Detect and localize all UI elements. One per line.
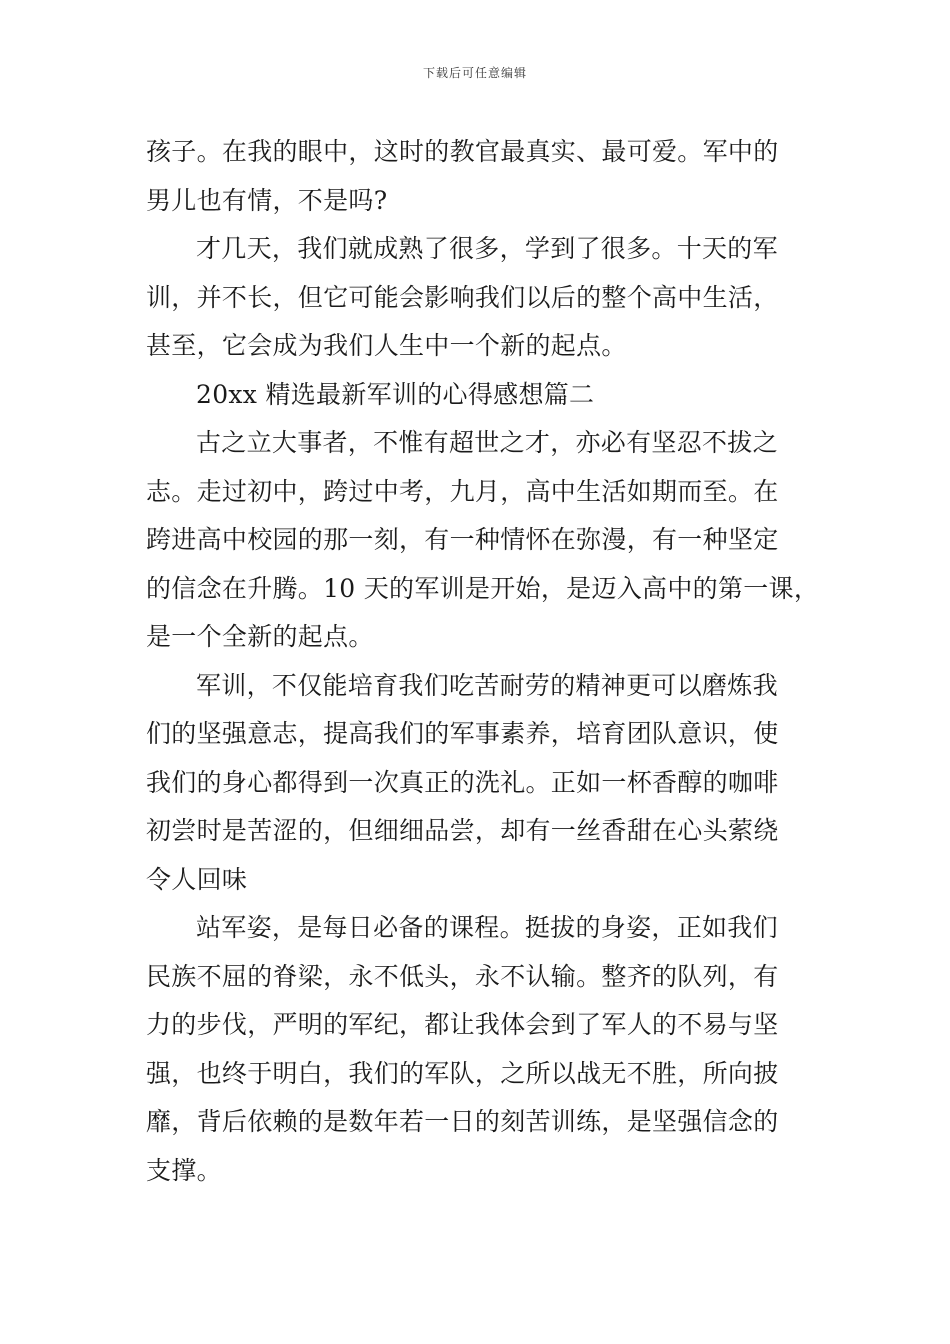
text-line: 男儿也有情，不是吗? (146, 185, 388, 215)
text-line: 的信念在升腾。10 天的军训是开始，是迈入高中的第一课， (146, 573, 820, 603)
text-line: 军训，不仅能培育我们吃苦耐劳的精神更可以磨炼我 (196, 670, 778, 700)
text-line: 甚至，它会成为我们人生中一个新的起点。 (146, 331, 627, 360)
text-line: 初尝时是苦涩的，但细细品尝，却有一丝香甜在心头萦绕 (146, 816, 779, 845)
text-line: 我们的身心都得到一次真正的洗礼。正如一杯香醇的咖啡 (146, 767, 779, 797)
text-line: 跨进高中校园的那一刻，有一种情怀在弥漫，有一种坚定 (146, 525, 779, 554)
text-line: 古之立大事者，不惟有超世之才，亦必有坚忍不拔之 (196, 428, 778, 457)
text-line: 志。走过初中，跨过中考，九月，高中生活如期而至。在 (146, 476, 779, 506)
text-line: 训，并不长，但它可能会影响我们以后的整个高中生活， (146, 282, 779, 312)
text-line: 靡，背后依赖的是数年若一日的刻苦训练，是坚强信念的 (146, 1107, 779, 1136)
text-line: 孩子。在我的眼中，这时的教官最真实、最可爱。军中的 (146, 137, 779, 166)
text-line: 站军姿，是每日必备的课程。挺拔的身姿，正如我们 (196, 913, 778, 942)
page-header: 下载后可任意编辑 (422, 66, 527, 80)
text-line: 令人回味 (146, 864, 248, 894)
text-line: 力的步伐，严明的军纪，都让我体会到了军人的不易与坚 (146, 1010, 779, 1039)
text-line: 是一个全新的起点。 (146, 622, 374, 651)
section-heading: 20xx 精选最新军训的心得感想篇二 (196, 379, 595, 409)
text-line: 支撑。 (146, 1155, 222, 1185)
text-line: 们的坚强意志，提高我们的军事素养，培育团队意识，使 (146, 719, 779, 748)
text-line: 民族不屈的脊梁，永不低头，永不认输。整齐的队列，有 (146, 961, 779, 991)
text-line: 强，也终于明白，我们的军队，之所以战无不胜，所向披 (146, 1058, 779, 1088)
document-body (146, 128, 820, 1195)
text-line: 才几天，我们就成熟了很多，学到了很多。十天的军 (196, 234, 778, 263)
